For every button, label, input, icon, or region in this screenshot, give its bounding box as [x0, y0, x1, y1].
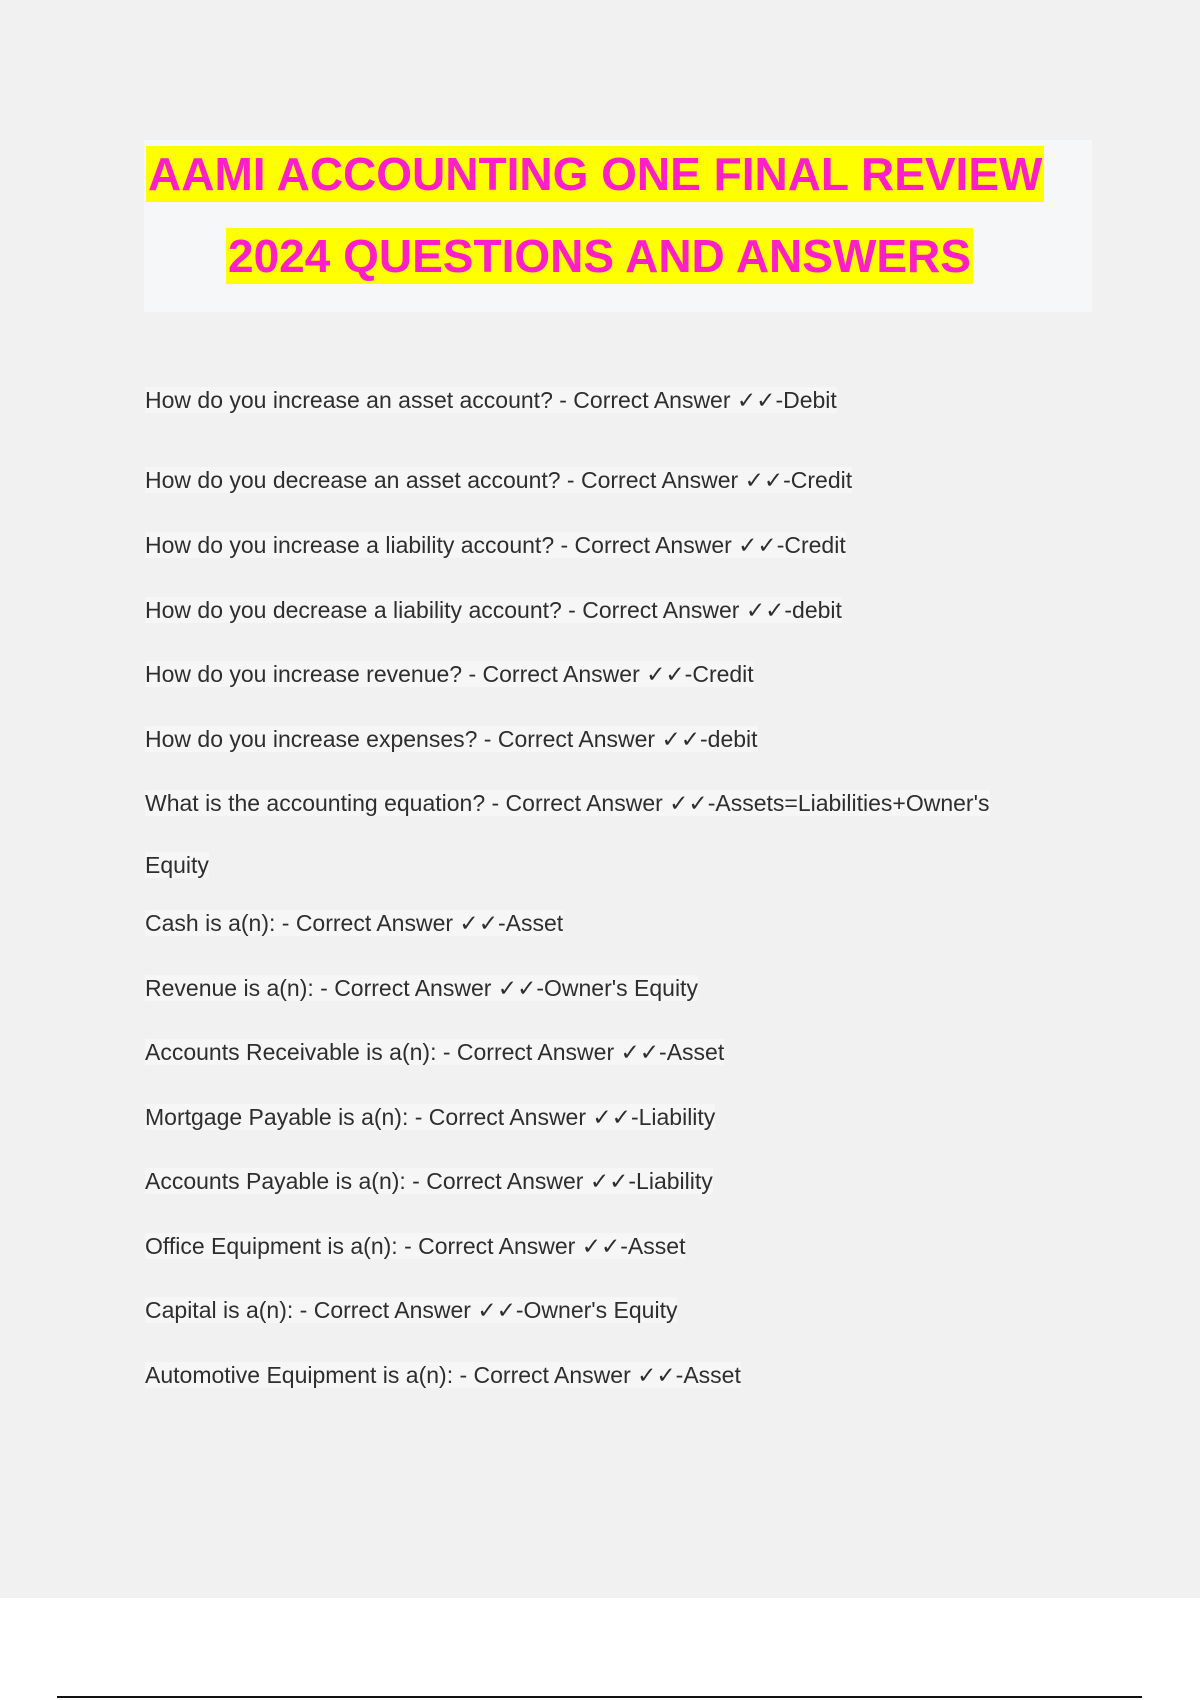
qa-item: Capital is a(n): - Correct Answer ✓✓-Owner's Equity	[145, 1297, 678, 1323]
qa-item: Office Equipment is a(n): - Correct Answer ✓✓-Asset	[145, 1233, 686, 1259]
footer-divider	[57, 1696, 1142, 1698]
qa-item: How do you increase a liability account? - Correct Answer ✓✓-Credit	[145, 532, 846, 558]
qa-item: Accounts Receivable is a(n): - Correct Answer ✓✓-Asset	[145, 1039, 725, 1065]
qa-item: Automotive Equipment is a(n): - Correct Answer ✓✓-Asset	[145, 1362, 741, 1388]
qa-item: Revenue is a(n): - Correct Answer ✓✓-Owner's Equity	[145, 975, 698, 1001]
qa-item-continuation: Equity	[145, 852, 209, 878]
qa-item: What is the accounting equation? - Correct Answer ✓✓-Assets=Liabilities+Owner's	[145, 790, 990, 816]
qa-item: Mortgage Payable is a(n): - Correct Answer ✓✓-Liability	[145, 1104, 716, 1130]
qa-item: How do you decrease an asset account? - Correct Answer ✓✓-Credit	[145, 467, 853, 493]
title-line-2: 2024 QUESTIONS AND ANSWERS	[228, 230, 971, 282]
qa-item: Accounts Payable is a(n): - Correct Answer ✓✓-Liability	[145, 1168, 713, 1194]
qa-item: How do you increase expenses? - Correct Answer ✓✓-debit	[145, 726, 758, 752]
qa-item: How do you increase revenue? - Correct Answer ✓✓-Credit	[145, 661, 754, 687]
title-line-1: AAMI ACCOUNTING ONE FINAL REVIEW	[148, 148, 1043, 200]
qa-item: How do you increase an asset account? - Correct Answer ✓✓-Debit	[145, 387, 837, 413]
title-block	[144, 140, 1092, 312]
qa-item: How do you decrease a liability account? - Correct Answer ✓✓-debit	[145, 597, 842, 623]
qa-item: Cash is a(n): - Correct Answer ✓✓-Asset	[145, 910, 564, 936]
